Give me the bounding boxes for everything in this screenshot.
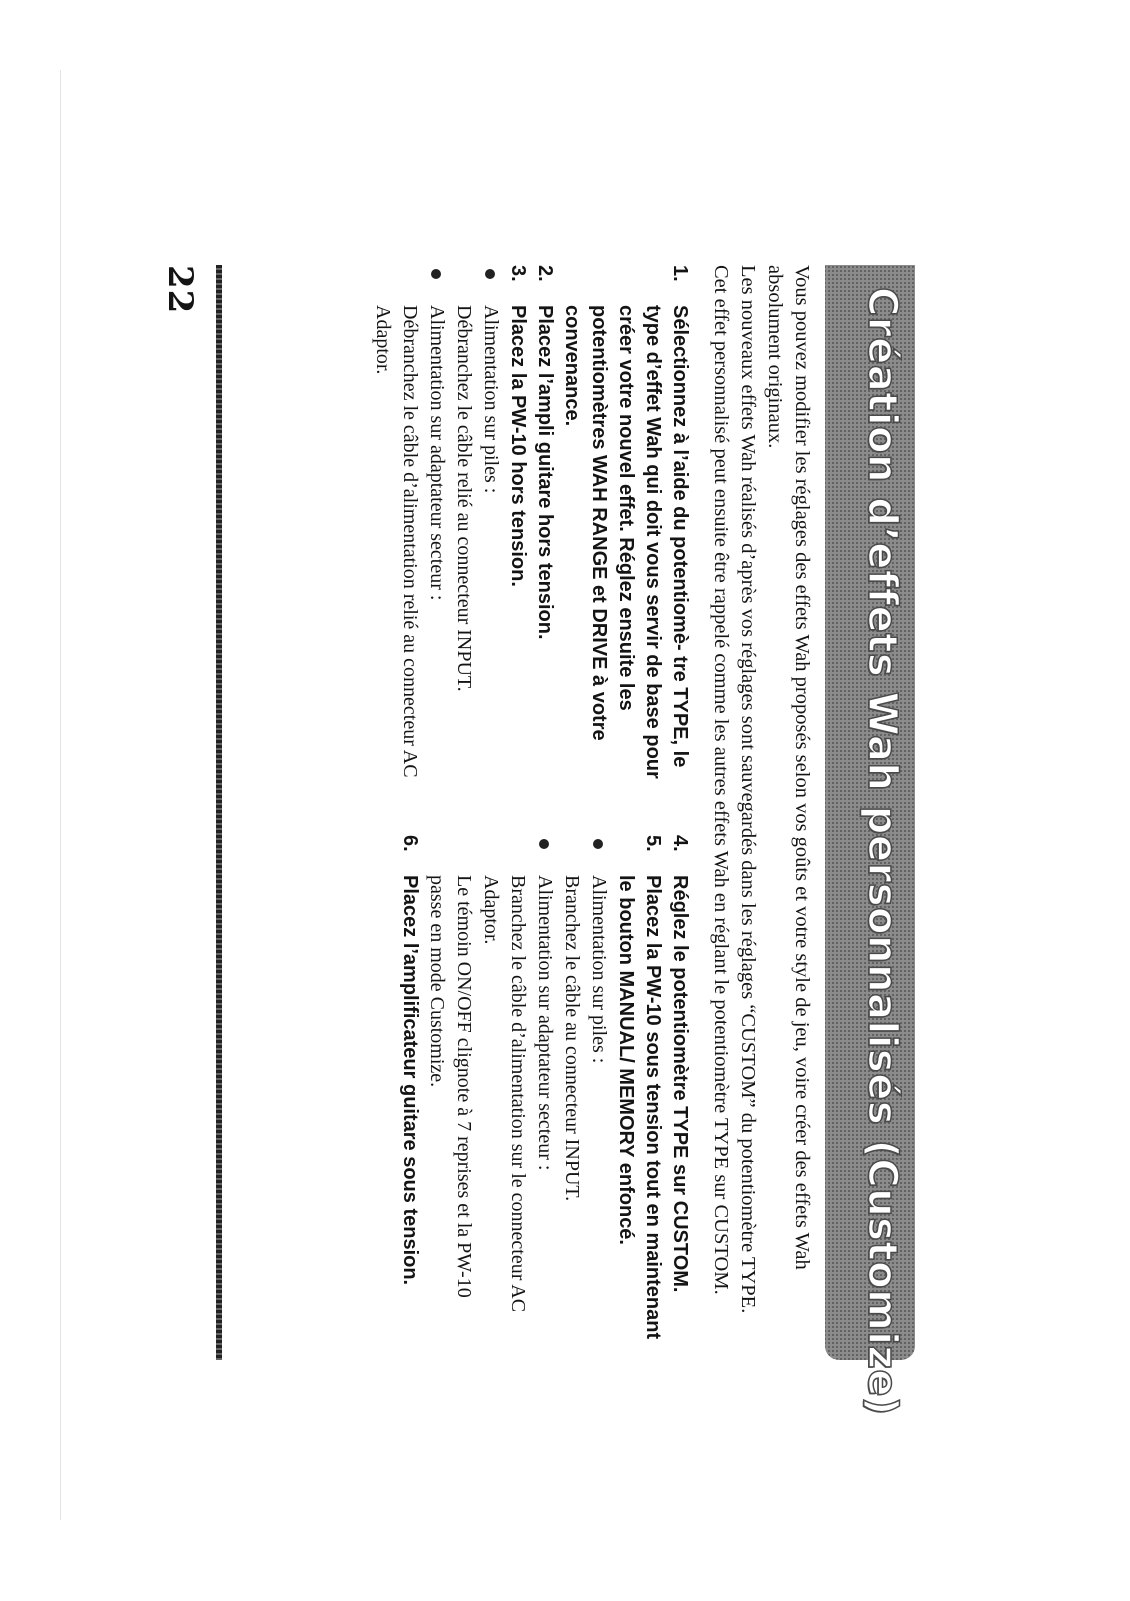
scan-edge-mark bbox=[60, 70, 61, 1520]
bullet-label: Alimentation sur piles : bbox=[588, 875, 610, 1064]
step-number: 6. bbox=[399, 835, 421, 852]
left-column bbox=[369, 265, 693, 785]
page-title: Création d’effets Wah personnalisés (Customize) bbox=[859, 287, 905, 1416]
bullet-label: Alimentation sur adaptateur secteur : bbox=[534, 875, 556, 1171]
step-number: 3. bbox=[507, 265, 529, 282]
bullet-adapter-power bbox=[423, 265, 450, 785]
bullet-dot-icon bbox=[539, 839, 549, 849]
step-text: Placez l’ampli guitare hors tension. bbox=[534, 305, 556, 640]
intro-paragraph-1: Vous pouvez modifier les réglages des effets Wah proposés selon vos goûts et votre style de jeu, voire créer des effets Wah absolument originaux. bbox=[764, 265, 813, 1270]
step-text: Placez la PW-10 sous tension tout en maintenant le bouton MANUAL/ MEMORY enfoncé. bbox=[615, 875, 664, 1340]
step-text: Réglez le potentiomètre TYPE sur CUSTOM. bbox=[669, 875, 691, 1293]
step-5 bbox=[612, 835, 666, 1345]
bullet-label: Alimentation sur adaptateur secteur : bbox=[426, 305, 448, 601]
step-text: Placez l’amplificateur guitare sous tension. bbox=[399, 875, 421, 1286]
bullet-detail: Branchez le câble d’alimentation sur le connecteur AC Adaptor. bbox=[480, 875, 529, 1313]
bullet-dot-icon bbox=[593, 839, 603, 849]
step-3 bbox=[504, 265, 531, 785]
bullet-detail: Branchez le câble au connecteur INPUT. bbox=[561, 875, 583, 1202]
step-4 bbox=[666, 835, 693, 1345]
step-6 bbox=[396, 835, 423, 1345]
bullet-dot-icon bbox=[485, 269, 495, 279]
step-text: Sélectionnez à l’aide du potentiomè- tre TYPE, le type d’effet Wah qui doit vous servir de base pour créer votre nouvel effet. Réglez ensuite les potentiomètres WAH RANGE et DRIVE à votre convenance. bbox=[561, 305, 691, 779]
step-number: 2. bbox=[534, 265, 556, 282]
title-banner bbox=[825, 265, 915, 1416]
right-column bbox=[396, 835, 693, 1345]
bullet-battery-power bbox=[585, 835, 612, 1345]
manual-page bbox=[105, 265, 915, 1416]
bullet-label: Alimentation sur piles : bbox=[480, 305, 502, 494]
page-number: 22 bbox=[160, 265, 200, 315]
bottom-rule bbox=[216, 265, 222, 1360]
step-text: Placez la PW-10 hors tension. bbox=[507, 305, 529, 587]
step-number: 5. bbox=[642, 835, 664, 852]
step-number: 1. bbox=[669, 265, 691, 282]
intro-paragraph-2: Les nouveaux effets Wah réalisés d’après vos réglages sont sauvegardés dans les réglages “CUSTOM” du potentiomètre TYPE. Cet effet personnalisé peut ensuite être rappelé comme les autres effets Wah en réglant le potentiomètre TYPE sur CUSTOM. bbox=[710, 265, 759, 1314]
step-1 bbox=[558, 265, 693, 785]
bullet-detail: Débranchez le câble relié au connecteur INPUT. bbox=[453, 305, 475, 692]
step-number: 4. bbox=[669, 835, 691, 852]
bullet-detail: Débranchez le câble d’alimentation relié au connecteur AC Adaptor. bbox=[372, 305, 421, 778]
intro-text bbox=[707, 265, 815, 1345]
bullet-dot-icon bbox=[431, 269, 441, 279]
step-2 bbox=[531, 265, 558, 785]
bullet-battery-power bbox=[477, 265, 504, 785]
bullet-adapter-power bbox=[531, 835, 558, 1345]
note-text: Le témoin ON/OFF clignote à 7 reprises et la PW-10 passe en mode Customize. bbox=[426, 875, 475, 1298]
